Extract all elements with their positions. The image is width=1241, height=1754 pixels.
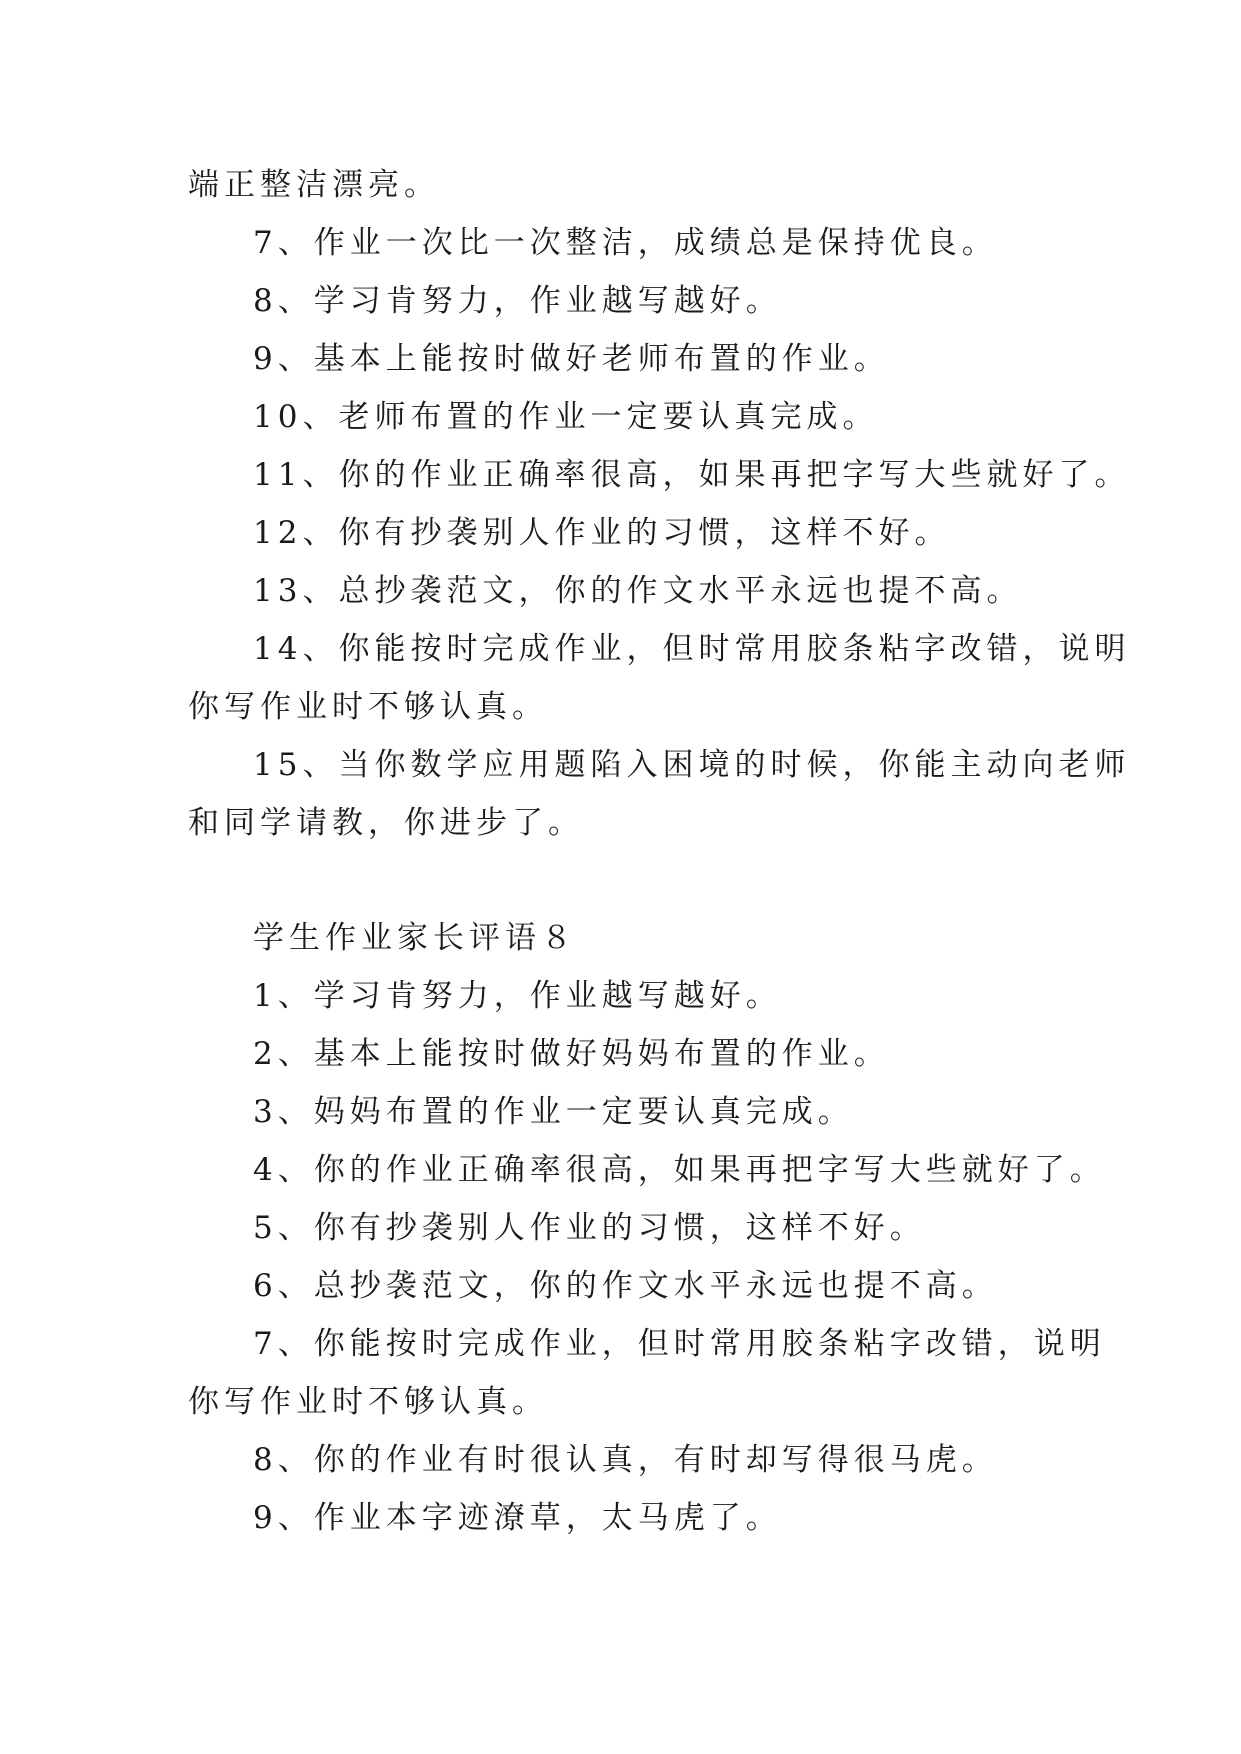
list-item: 7、你能按时完成作业，但时常用胶条粘字改错，说明 [253,1326,1106,1362]
list-item: 15、当你数学应用题陷入困境的时候，你能主动向老师 [253,747,1131,783]
list-item: 11、你的作业正确率很高，如果再把字写大些就好了。 [253,457,1131,493]
list-item-continuation: 你写作业时不够认真。 [188,1384,548,1420]
list-item: 10、老师布置的作业一定要认真完成。 [253,399,879,435]
list-item: 7、作业一次比一次整洁，成绩总是保持优良。 [253,225,998,261]
list-item: 2、基本上能按时做好妈妈布置的作业。 [253,1036,890,1072]
list-item: 5、你有抄袭别人作业的习惯，这样不好。 [253,1210,926,1246]
list-item: 9、基本上能按时做好老师布置的作业。 [253,341,890,377]
list-item-continuation: 和同学请教，你进步了。 [188,805,584,841]
list-item: 6、总抄袭范文，你的作文水平永远也提不高。 [253,1268,998,1304]
list-item: 3、妈妈布置的作业一定要认真完成。 [253,1094,854,1130]
list-item: 14、你能按时完成作业，但时常用胶条粘字改错，说明 [253,631,1131,667]
list-item: 1、学习肯努力，作业越写越好。 [253,978,782,1014]
list-item: 12、你有抄袭别人作业的习惯，这样不好。 [253,515,951,551]
list-item: 9、作业本字迹潦草，太马虎了。 [253,1500,782,1536]
section-heading: 学生作业家长评语８ [253,920,577,956]
list-item-continuation: 你写作业时不够认真。 [188,689,548,725]
list-item: 4、你的作业正确率很高，如果再把字写大些就好了。 [253,1152,1106,1188]
paragraph-continuation: 端正整洁漂亮。 [188,167,440,203]
list-item: 8、你的作业有时很认真，有时却写得很马虎。 [253,1442,998,1478]
list-item: 8、学习肯努力，作业越写越好。 [253,283,782,319]
list-item: 13、总抄袭范文，你的作文水平永远也提不高。 [253,573,1023,609]
